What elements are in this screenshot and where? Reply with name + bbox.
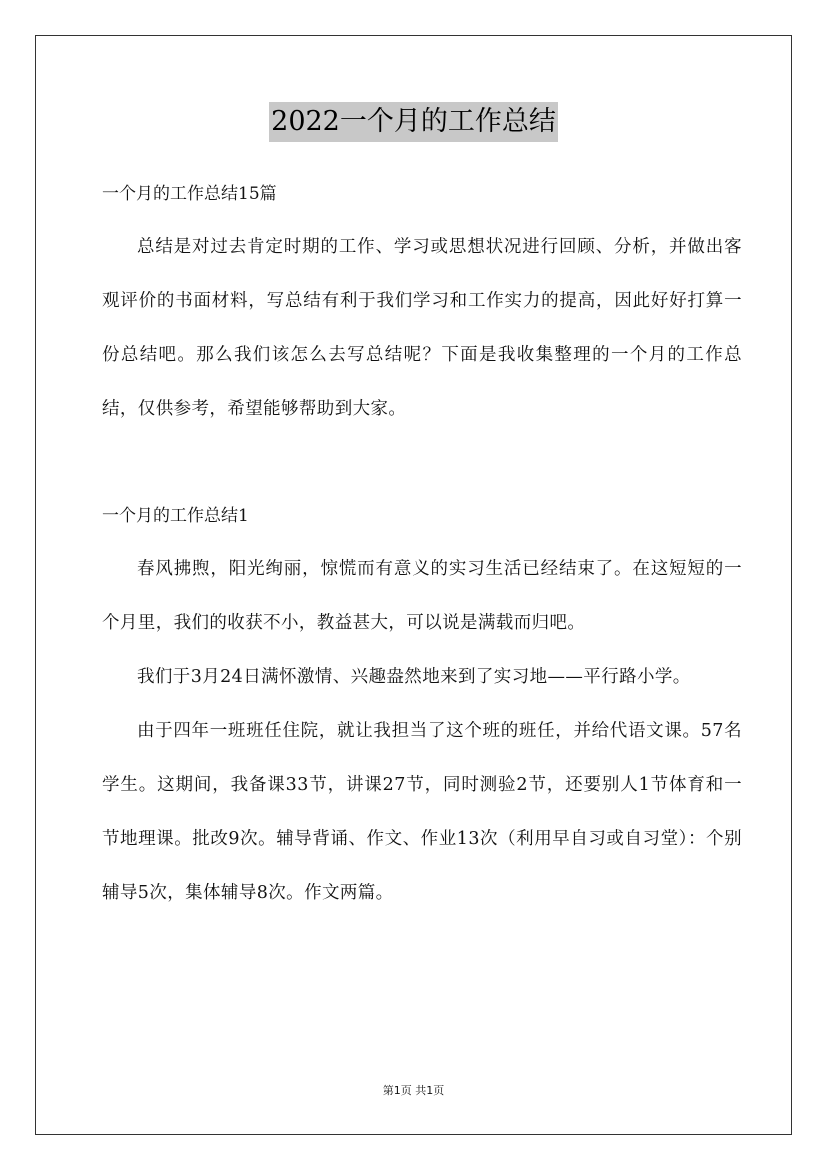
document-body	[102, 168, 742, 920]
page-footer	[0, 1082, 827, 1098]
document-title: 2022一个月的工作总结	[269, 102, 558, 142]
body-paragraph: 我们于3月24日满怀激情、兴趣盎然地来到了实习地——平行路小学。	[137, 667, 691, 687]
body-paragraph: 由于四年一班班任住院，就让我担当了这个班的班任，并给代语文课。57名学生。这期间，我备课33节，讲课27节，同时测验2节，还要别人1节体育和一节地理课。批改9次。辅导背诵、作文、作业13次（利用早自习或自习堂）：个别辅导5次，集体辅导8次。作文两篇。	[102, 721, 742, 903]
intro-paragraph: 总结是对过去肯定时期的工作、学习或思想状况进行回顾、分析，并做出客观评价的书面材料，写总结有利于我们学习和工作实力的提高，因此好好打算一份总结吧。那么我们该怎么去写总结呢？下面是我收集整理的一个月的工作总结，仅供参考，希望能够帮助到大家。	[102, 237, 742, 419]
subtitle-heading: 一个月的工作总结15篇	[102, 184, 277, 204]
page-number: 第1页 共1页	[382, 1084, 445, 1097]
body-paragraph: 春风拂煦，阳光绚丽，惊慌而有意义的实习生活已经结束了。在这短短的一个月里，我们的收获不小，教益甚大，可以说是满载而归吧。	[102, 559, 742, 633]
section-heading: 一个月的工作总结1	[102, 506, 249, 526]
title-container	[0, 102, 827, 142]
blank-line	[102, 436, 742, 490]
